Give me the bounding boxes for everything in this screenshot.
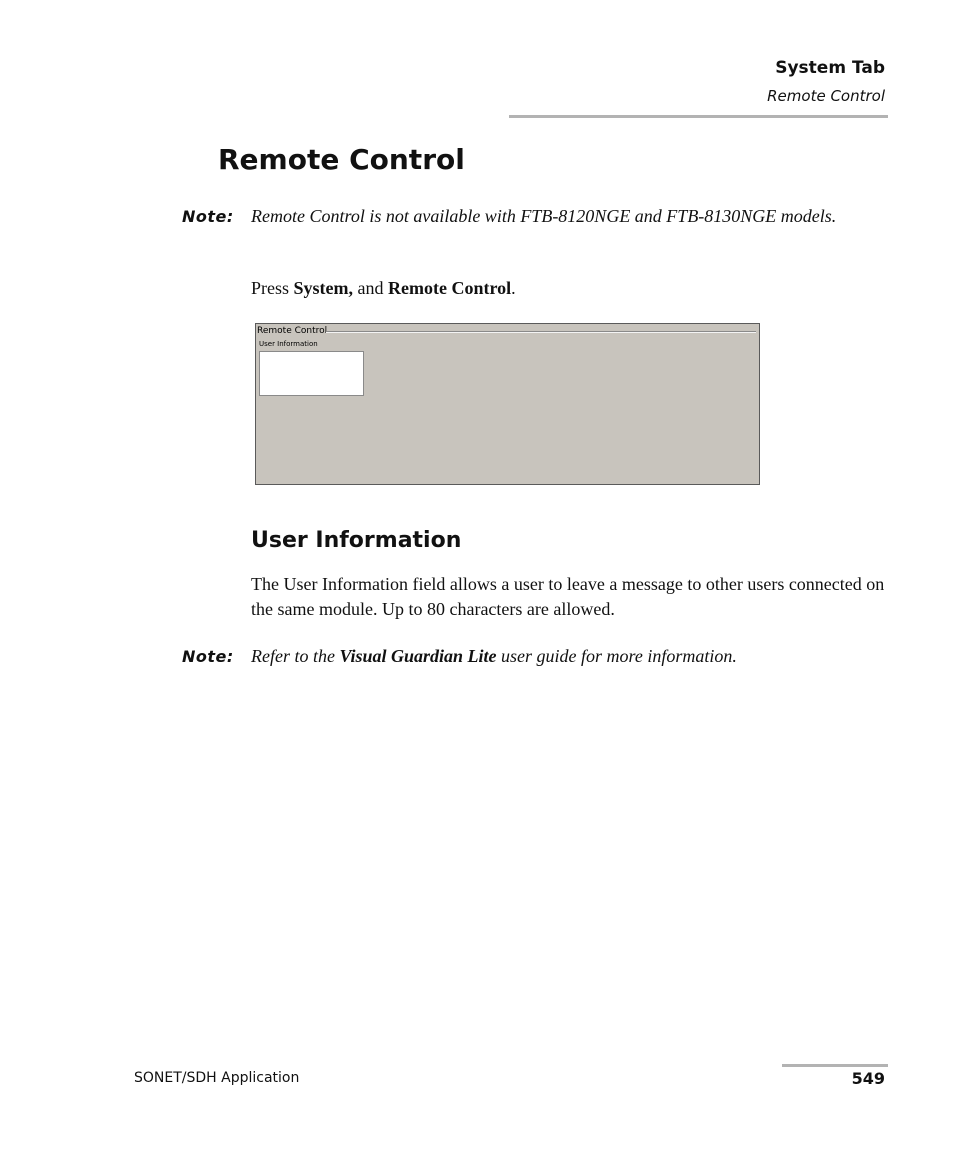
running-header-title: System Tab — [775, 58, 885, 78]
note-prefix: Refer to the — [251, 646, 340, 666]
running-header-subtitle: Remote Control — [767, 87, 885, 105]
note-reference — [182, 644, 882, 669]
note-text — [251, 644, 882, 669]
footer-document-title: SONET/SDH Application — [134, 1070, 300, 1086]
note-suffix: user guide for more information. — [496, 646, 737, 666]
menu-path-system: System, — [293, 278, 354, 298]
instruction-middle: and — [353, 278, 389, 298]
menu-path-remote-control: Remote Control — [388, 278, 512, 298]
instruction-paragraph — [251, 276, 891, 301]
group-box-title: Remote Control — [257, 326, 328, 336]
subsection-title: User Information — [251, 528, 462, 553]
instruction-prefix: Press — [251, 278, 294, 298]
group-box-border — [326, 331, 756, 333]
section-title: Remote Control — [218, 143, 465, 176]
note-availability — [182, 204, 882, 229]
body-paragraph: The User Information field allows a user to leave a message to other users connected on the same module. Up to 80 characters are allowed. — [251, 574, 885, 619]
remote-control-screenshot — [255, 323, 760, 485]
user-information-label: User Information — [259, 340, 318, 348]
header-rule — [509, 115, 888, 118]
note-text: Remote Control is not available with FTB-8120NGE and FTB-8130NGE models. — [251, 206, 837, 226]
footer-rule — [782, 1064, 888, 1067]
note-emphasis: Visual Guardian Lite — [339, 646, 497, 666]
note-label: Note: — [182, 647, 234, 666]
instruction-suffix: . — [511, 278, 516, 298]
note-label: Note: — [182, 207, 234, 226]
page-number: 549 — [851, 1069, 885, 1088]
user-information-field[interactable] — [259, 351, 364, 396]
